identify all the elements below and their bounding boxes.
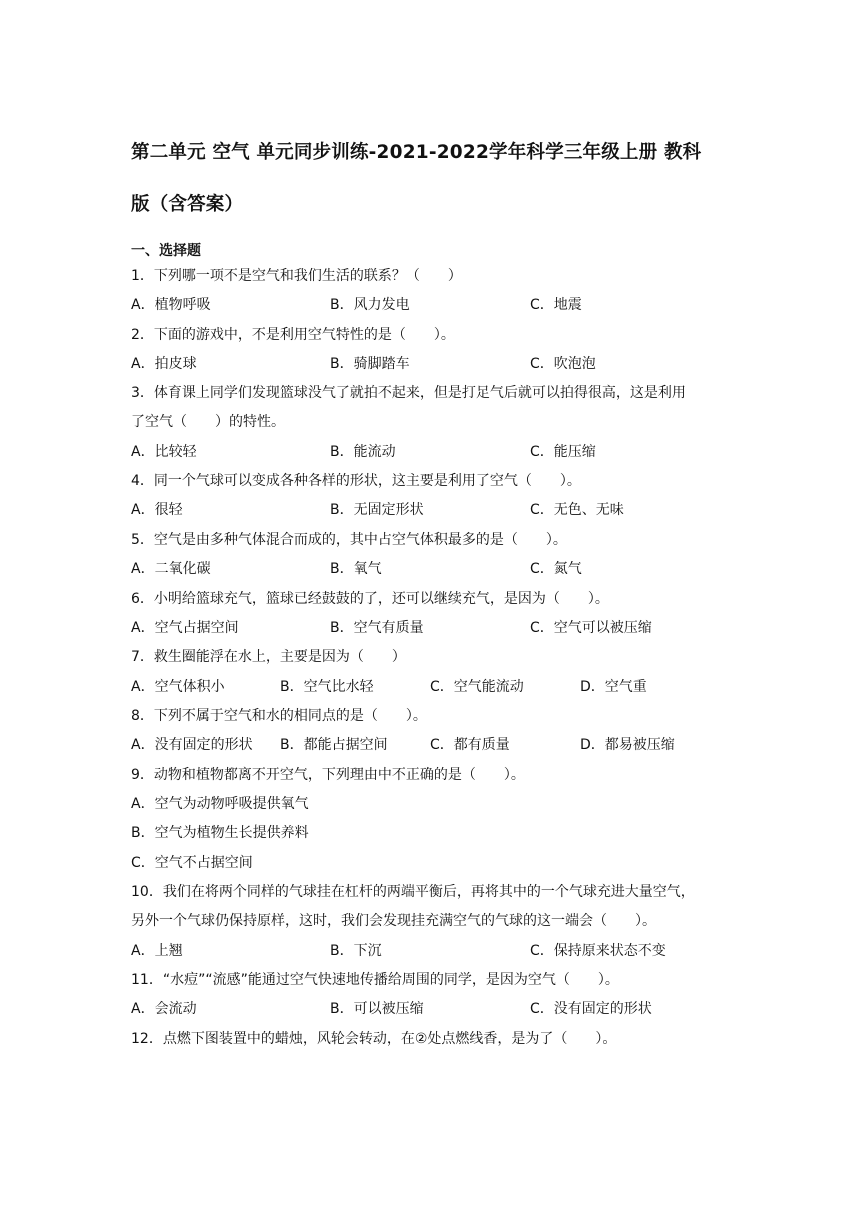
question-12: 12．点燃下图装置中的蜡烛，风轮会转动，在②处点燃线香，是为了（ ）。 bbox=[131, 1031, 617, 1047]
question-11: 11．“水痘”“流感”能通过空气快速地传播给周围的同学，是因为空气（ ）。 bbox=[131, 972, 619, 988]
question-7: 7．救生圈能浮在水上，主要是因为（ ） bbox=[131, 649, 406, 665]
option: A．植物呼吸 bbox=[131, 297, 211, 313]
question-2: 2．下面的游戏中，不是利用空气特性的是（ ）。 bbox=[131, 327, 455, 343]
option: C．吹泡泡 bbox=[530, 356, 596, 372]
option: B．下沉 bbox=[330, 943, 382, 959]
option: C．能压缩 bbox=[530, 444, 596, 460]
question-3: 3．体育课上同学们发现篮球没气了就拍不起来，但是打足气后就可以拍得很高，这是利用 bbox=[131, 385, 686, 401]
question-5: 5．空气是由多种气体混合而成的，其中占空气体积最多的是（ ）。 bbox=[131, 532, 567, 548]
options-4 bbox=[131, 500, 751, 520]
question-10: 10．我们在将两个同样的气球挂在杠杆的两端平衡后，再将其中的一个气球充进大量空气， bbox=[131, 884, 695, 900]
option: A．拍皮球 bbox=[131, 356, 197, 372]
option: B．空气有质量 bbox=[330, 620, 424, 636]
option: C．都有质量 bbox=[430, 737, 510, 753]
option: C．无色、无味 bbox=[530, 502, 624, 518]
option: B．无固定形状 bbox=[330, 502, 424, 518]
options-5 bbox=[131, 559, 751, 579]
option: D．空气重 bbox=[580, 679, 647, 695]
option: A．比较轻 bbox=[131, 444, 197, 460]
option: A．会流动 bbox=[131, 1001, 197, 1017]
options-3 bbox=[131, 442, 751, 462]
option: A．很轻 bbox=[131, 502, 183, 518]
option: A．上翘 bbox=[131, 943, 183, 959]
option: A．没有固定的形状 bbox=[131, 737, 253, 753]
question-6: 6．小明给篮球充气，篮球已经鼓鼓的了，还可以继续充气，是因为（ ）。 bbox=[131, 591, 609, 607]
question-3-cont: 了空气（ ）的特性。 bbox=[131, 414, 285, 430]
option: B．空气为植物生长提供养料 bbox=[131, 825, 309, 841]
option: B．空气比水轻 bbox=[280, 679, 374, 695]
options-11 bbox=[131, 999, 751, 1019]
options-2 bbox=[131, 354, 751, 374]
page-title bbox=[131, 127, 751, 231]
question-1: 1．下列哪一项不是空气和我们生活的联系？（ ） bbox=[131, 268, 462, 284]
question-9: 9．动物和植物都离不开空气，下列理由中不正确的是（ ）。 bbox=[131, 767, 525, 783]
option: C．氮气 bbox=[530, 561, 582, 577]
option: B．骑脚踏车 bbox=[330, 356, 410, 372]
options-6 bbox=[131, 618, 751, 638]
option: C．保持原来状态不变 bbox=[530, 943, 666, 959]
title-line-1: 第二单元 空气 单元同步训练-2021-2022学年科学三年级上册 教科 bbox=[131, 142, 702, 163]
question-4: 4．同一个气球可以变成各种各样的形状，这主要是利用了空气（ ）。 bbox=[131, 473, 581, 489]
option: D．都易被压缩 bbox=[580, 737, 675, 753]
option: C．地震 bbox=[530, 297, 582, 313]
option: B．氧气 bbox=[330, 561, 382, 577]
option: B．能流动 bbox=[330, 444, 396, 460]
option: A．空气体积小 bbox=[131, 679, 225, 695]
option: C．空气可以被压缩 bbox=[530, 620, 652, 636]
option: B．都能占据空间 bbox=[280, 737, 388, 753]
title-line-2: 版（含答案） bbox=[131, 194, 244, 215]
option: A．空气占据空间 bbox=[131, 620, 239, 636]
option: B．可以被压缩 bbox=[330, 1001, 424, 1017]
options-7 bbox=[131, 677, 751, 697]
option: C．空气不占据空间 bbox=[131, 855, 253, 871]
option: A．二氧化碳 bbox=[131, 561, 211, 577]
option: B．风力发电 bbox=[330, 297, 410, 313]
option: A．空气为动物呼吸提供氧气 bbox=[131, 796, 309, 812]
options-1 bbox=[131, 295, 751, 315]
question-8: 8．下列不属于空气和水的相同点的是（ ）。 bbox=[131, 708, 427, 724]
options-8 bbox=[131, 735, 751, 755]
option: C．空气能流动 bbox=[430, 679, 524, 695]
options-10 bbox=[131, 941, 751, 961]
section-heading: 一、选择题 bbox=[131, 243, 201, 259]
option: C．没有固定的形状 bbox=[530, 1001, 652, 1017]
question-10-cont: 另外一个气球仍保持原样，这时，我们会发现挂充满空气的气球的这一端会（ ）。 bbox=[131, 913, 656, 929]
